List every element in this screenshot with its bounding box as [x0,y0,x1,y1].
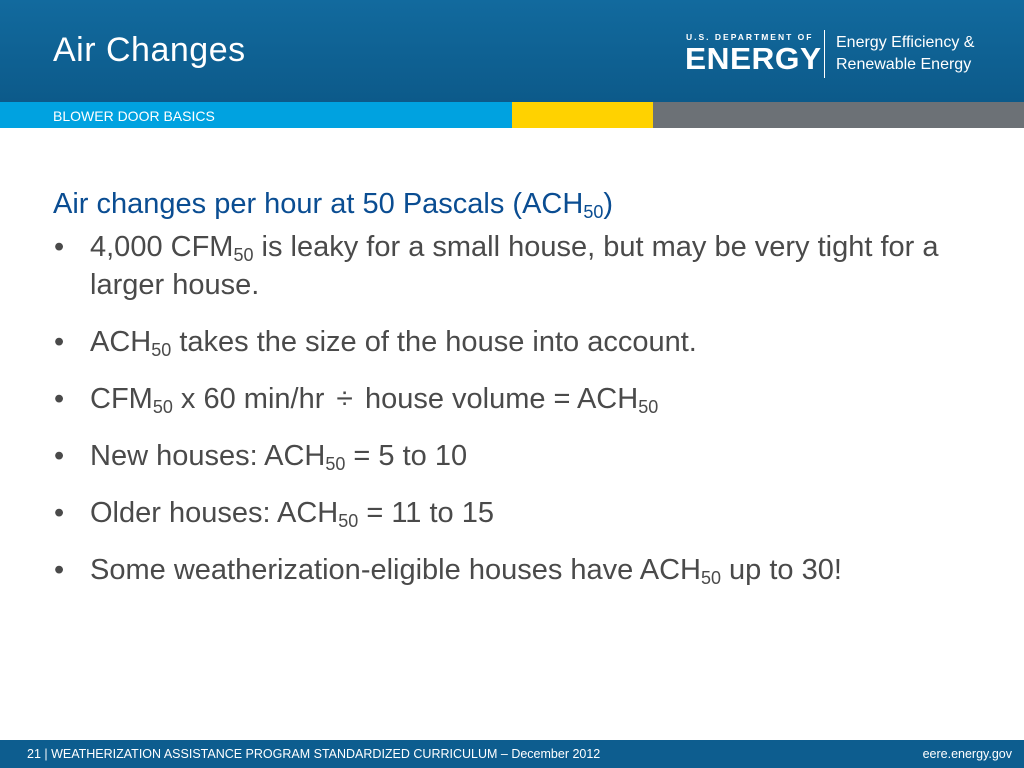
bullet-item [53,494,1003,532]
bullet-text: house volume = ACH [356,383,639,415]
bullet-text: Some weatherization-eligible houses have ACH [90,554,701,586]
accent-band-gray [653,102,1024,128]
bullet-list [53,228,1003,589]
bullet-text: takes the size of the house into account. [171,326,697,358]
bullet-subscript: 50 [325,454,346,474]
bullet-text: = 11 to 15 [358,497,494,529]
bullet-text: Older houses: ACH [90,497,339,529]
bullet-item [53,380,1003,418]
logo-energy-wordmark: ENERGY [685,41,822,76]
bullet-subscript: 50 [151,340,172,360]
logo-divider [824,30,825,78]
logo-eere-line-2: Renewable Energy [836,56,972,73]
doe-eere-logo [685,30,1005,80]
bullet-text: CFM [90,383,153,415]
division-sign-icon: ÷ [336,382,353,415]
bullet-icon: • [54,326,65,358]
bullet-subscript: 50 [233,245,254,265]
accent-band-yellow [512,102,653,128]
bullet-text: x 60 min/hr [172,383,333,415]
bullet-subscript: 50 [700,568,721,588]
bullet-subscript: 50 [338,511,359,531]
footer-page-info: 21 | WEATHERIZATION ASSISTANCE PROGRAM STANDARDIZED CURRICULUM – December 2012 [27,747,601,761]
bullet-subscript: 50 [152,397,173,417]
subtitle-subscript: 50 [583,202,604,222]
bullet-subscript: 50 [638,397,659,417]
slide-subtitle [53,182,1003,226]
subtitle-closing: ) [603,188,614,220]
bullet-text: ACH [90,326,152,358]
slide-footer [0,740,1024,768]
bullet-text: 4,000 CFM [90,231,234,263]
bullet-item [53,228,1003,304]
footer-website: eere.energy.gov [922,747,1012,761]
bullet-text: is leaky for a small house, but may be very tight for a larger house. [90,231,939,301]
section-label: BLOWER DOOR BASICS [53,108,215,124]
slide-content [53,182,1003,589]
logo-department-text: U.S. DEPARTMENT OF [686,32,814,42]
bullet-icon: • [54,554,65,586]
slide-title: Air Changes [53,31,246,69]
subtitle-text: Air changes per hour at 50 Pascals (ACH [53,188,584,220]
bullet-item [53,551,1003,589]
bullet-icon: • [54,497,65,529]
bullet-icon: • [54,440,65,472]
bullet-text: New houses: ACH [90,440,326,472]
bullet-text: up to 30! [721,554,842,586]
bullet-icon: • [54,231,65,263]
slide-header [0,0,1024,102]
logo-eere-line-1: Energy Efficiency & [836,34,975,51]
bullet-item [53,323,1003,361]
bullet-icon: • [54,383,65,415]
bullet-item [53,437,1003,475]
logo-eere-text [836,32,974,76]
bullet-text: = 5 to 10 [345,440,468,472]
